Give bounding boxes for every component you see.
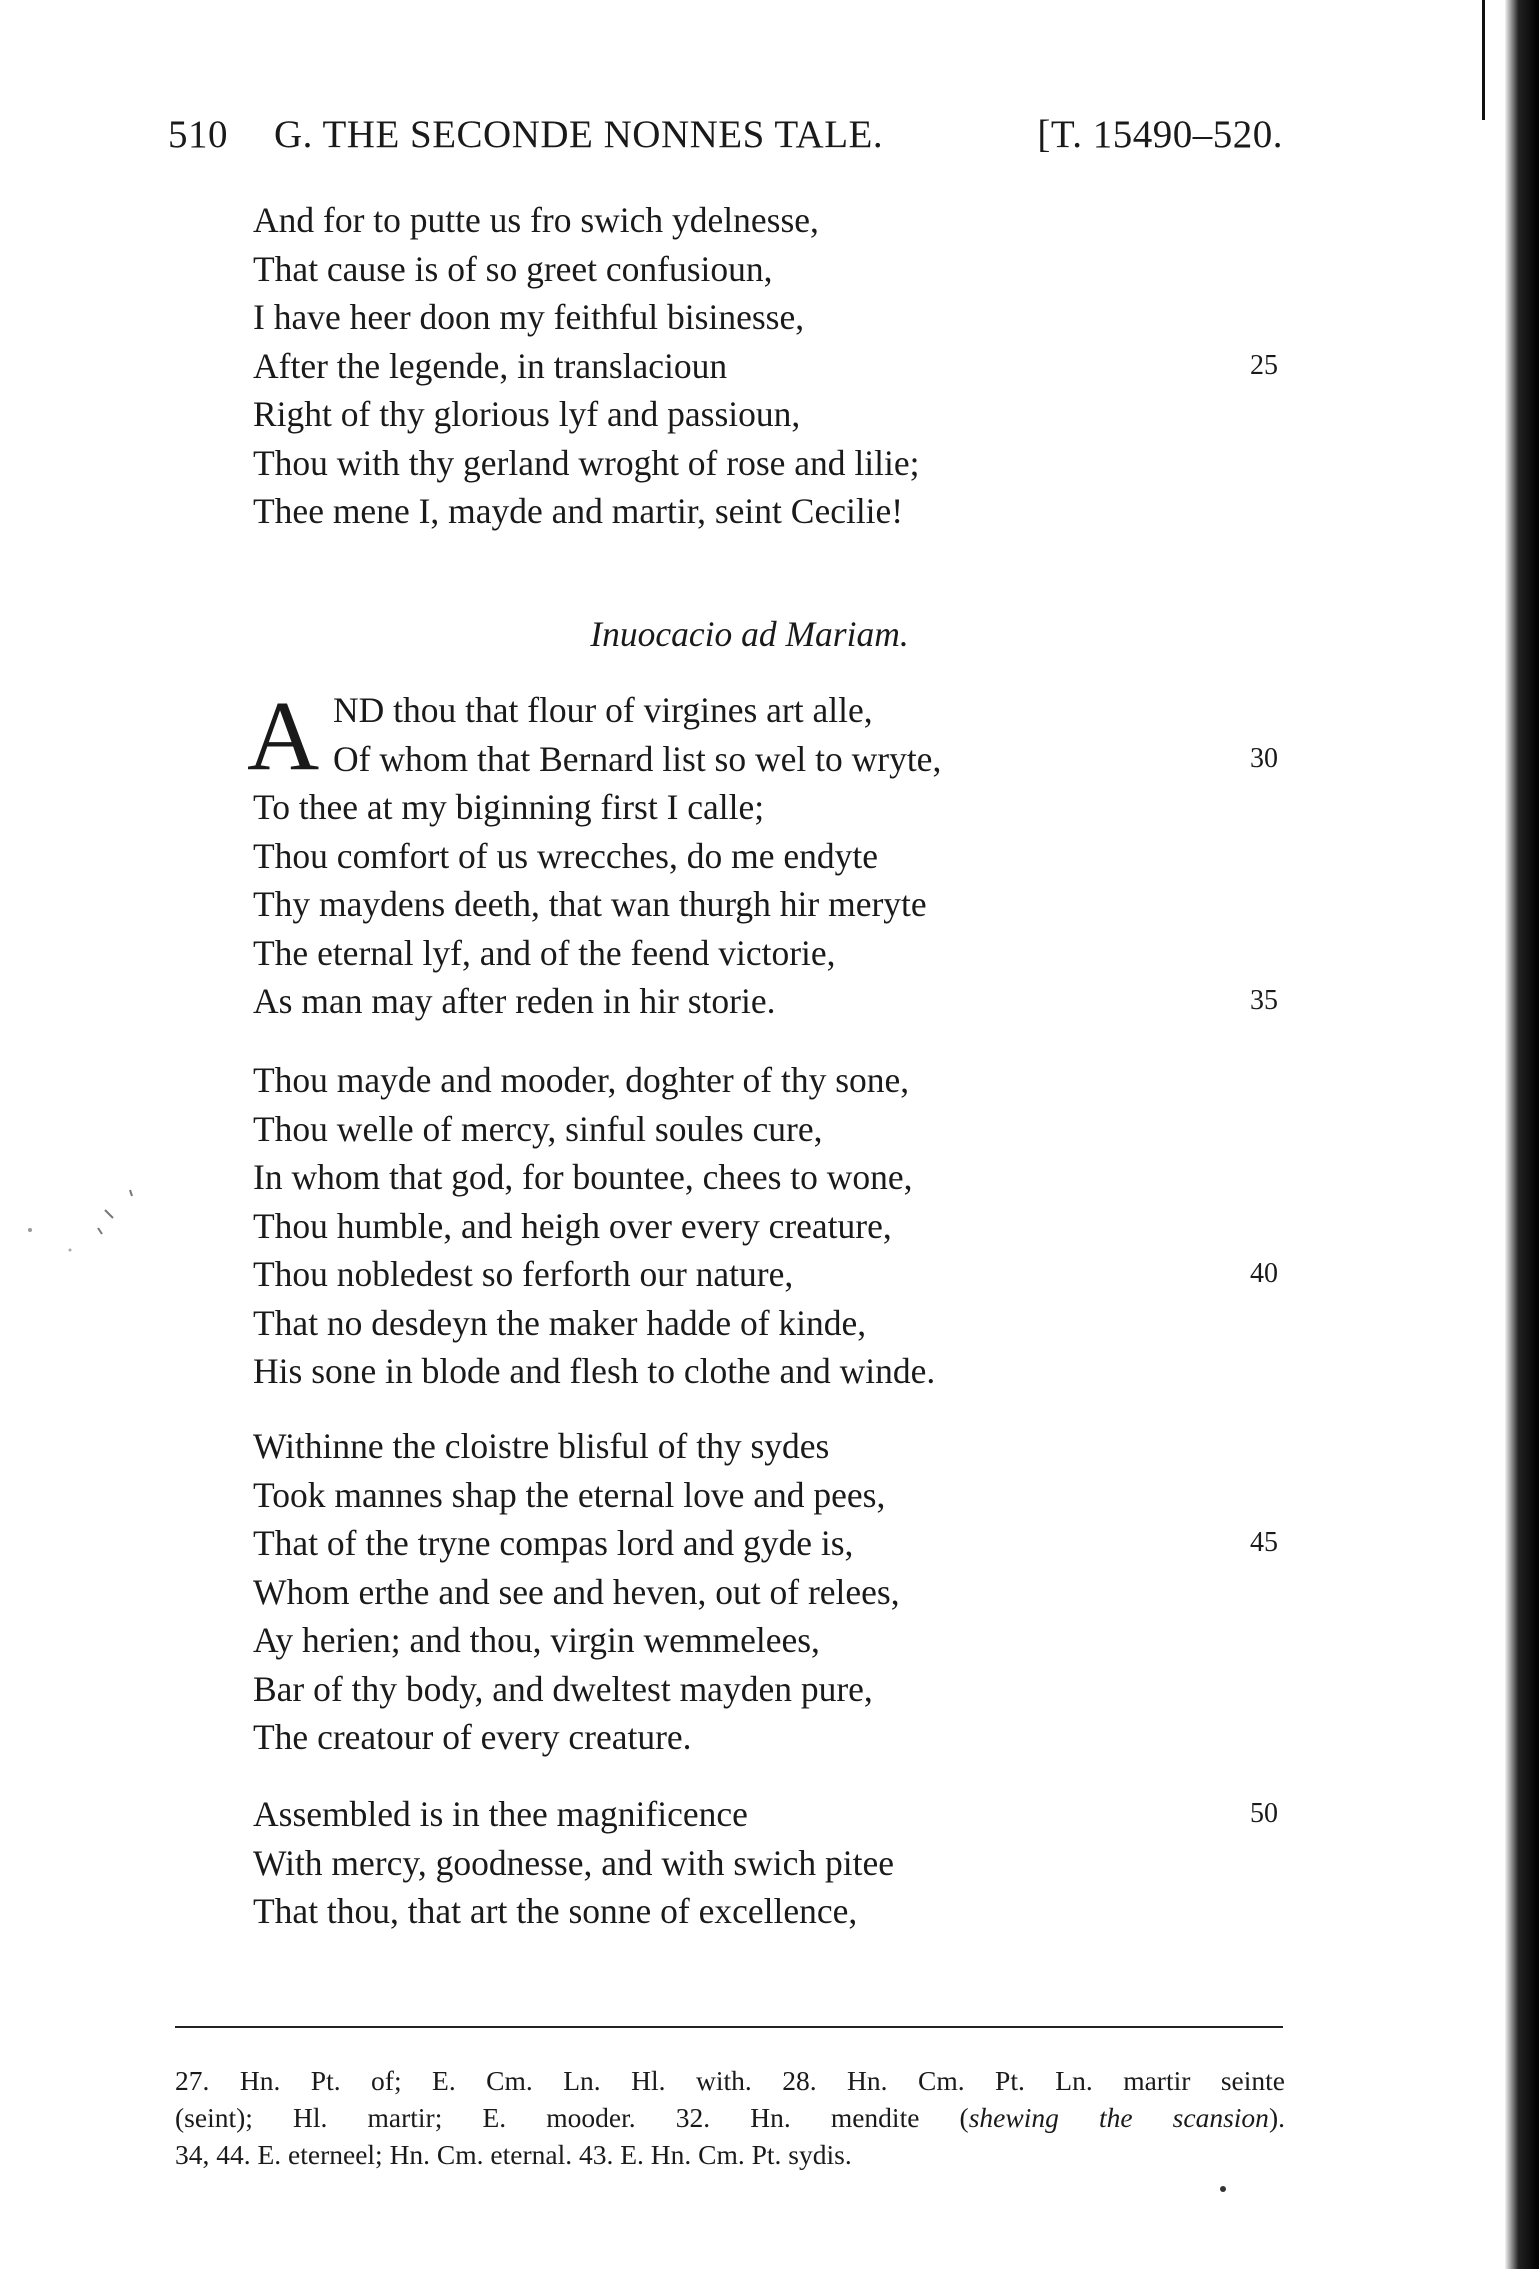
- verse-line: [253, 1616, 1253, 1665]
- verse-line: [253, 390, 1253, 439]
- verse-text: I have heer doon my feithful bisinesse,: [253, 297, 805, 337]
- page-edge-line: [1482, 0, 1485, 120]
- verse-line: [253, 1105, 1253, 1154]
- stanza-2: [247, 680, 1278, 1026]
- verse-line: [253, 196, 1253, 245]
- verse-text: With mercy, goodnesse, and with swich pitee: [253, 1842, 895, 1883]
- verse-line: [253, 1153, 1253, 1202]
- stanza-1: [253, 196, 1278, 536]
- verse-line: [253, 735, 1278, 784]
- verse-text: Thou humble, and heigh over every creature,: [253, 1205, 892, 1246]
- margin-specks: [10, 1170, 140, 1270]
- verse-line: [253, 487, 1253, 536]
- footnotes: [175, 2062, 1285, 2173]
- running-header: [168, 112, 1283, 172]
- footnote-line: 34, 44. E. eterneel; Hn. Cm. eternal. 43. E. Hn. Cm. Pt. sydis.: [175, 2139, 852, 2170]
- verse-line: [253, 929, 1253, 978]
- verse-line: [253, 1790, 1278, 1839]
- stanza-5: [253, 1790, 1278, 1936]
- verse-line: [253, 342, 1278, 391]
- verse-text: And for to putte us fro swich ydelnesse,: [253, 200, 819, 240]
- verse-line: [253, 832, 1253, 881]
- line-number: 35: [1250, 985, 1278, 1016]
- verse-text: As man may after reden in hir storie.: [253, 981, 776, 1021]
- footnote-line: (seint); Hl. martir; E. mooder. 32. Hn. mendite (shewing the scansion).: [175, 2102, 1285, 2133]
- page-number: 510: [168, 113, 228, 156]
- line-number: 25: [1250, 349, 1278, 381]
- verse-text: In whom that god, for bountee, chees to wone,: [253, 1157, 913, 1197]
- verse-line: [253, 1568, 1253, 1617]
- verse-text: Whom erthe and see and heven, out of relees,: [253, 1571, 900, 1612]
- verse-text: Right of thy glorious lyf and passioun,: [253, 394, 801, 434]
- drop-cap: A: [247, 680, 320, 791]
- verse-line: [253, 439, 1253, 488]
- verse-text: The eternal lyf, and of the feend victorie,: [253, 932, 836, 973]
- stanza-4: [253, 1422, 1278, 1762]
- verse-text: That of the tryne compas lord and gyde is,: [253, 1523, 854, 1563]
- verse-text: Assembled is in thee magnificence: [253, 1794, 748, 1834]
- ink-speck: [1220, 2186, 1226, 2192]
- verse-text: Thee mene I, mayde and martir, seint Cecilie!: [253, 491, 904, 531]
- verse-text: His sone in blode and flesh to clothe and winde.: [253, 1351, 936, 1391]
- verse-text: That cause is of so greet confusioun,: [253, 248, 773, 289]
- verse-text: Thou with thy gerland wroght of rose and lilie;: [253, 442, 920, 483]
- footnote-line: 27. Hn. Pt. of; E. Cm. Ln. Hl. with. 28. Hn. Cm. Pt. Ln. martir seinte: [175, 2065, 1285, 2096]
- verse-text: Thou nobledest so ferforth our nature,: [253, 1254, 794, 1294]
- page-edge-shadow: [1505, 0, 1539, 2269]
- verse-text: Thou comfort of us wrecches, do me endyte: [253, 835, 878, 876]
- verse-text: To thee at my biginning first I calle;: [253, 787, 765, 827]
- verse-text: Thou welle of mercy, sinful soules cure,: [253, 1108, 823, 1149]
- verse-line: [253, 245, 1253, 294]
- footnote-rule: [175, 2026, 1283, 2028]
- verse-line: [253, 880, 1253, 929]
- verse-text: Ay herien; and thou, virgin wemmelees,: [253, 1620, 820, 1660]
- line-number: 40: [1250, 1258, 1278, 1289]
- verse-text: After the legende, in translacioun: [253, 345, 728, 386]
- verse-line: [253, 1299, 1253, 1348]
- verse-line: [253, 1250, 1278, 1299]
- verse-text: Thy maydens deeth, that wan thurgh hir meryte: [253, 884, 927, 924]
- verse-line: [253, 1887, 1253, 1936]
- verse-line: [253, 1519, 1278, 1568]
- line-range: [T. 15490–520.: [1037, 113, 1283, 156]
- verse-line: [253, 686, 1253, 735]
- verse-text: Bar of thy body, and dweltest mayden pure,: [253, 1668, 873, 1709]
- verse-line: [253, 1839, 1253, 1888]
- line-number: 45: [1250, 1527, 1278, 1558]
- verse-line: [253, 1347, 1253, 1396]
- verse-line: [253, 1471, 1253, 1520]
- section-heading: Inuocacio ad Mariam.: [590, 614, 909, 654]
- verse-line: [253, 1713, 1253, 1762]
- verse-line: [253, 977, 1278, 1026]
- verse-line: [253, 1422, 1253, 1471]
- verse-line: [253, 1665, 1253, 1714]
- running-title: G. THE SECONDE NONNES TALE.: [274, 113, 884, 156]
- line-number: 50: [1250, 1798, 1278, 1829]
- verse-text: Took mannes shap the eternal love and pees,: [253, 1474, 886, 1515]
- stanza-3: [253, 1056, 1278, 1396]
- verse-text: ND thou that flour of virgines art alle,: [333, 690, 873, 730]
- verse-text: That thou, that art the sonne of excellence,: [253, 1891, 858, 1931]
- verse-line: [253, 293, 1253, 342]
- verse-line: [253, 783, 1253, 832]
- verse-text: The creatour of every creature.: [253, 1717, 692, 1757]
- verse-text: Withinne the cloistre blisful of thy sydes: [253, 1426, 830, 1466]
- verse-text: Thou mayde and mooder, doghter of thy sone,: [253, 1060, 910, 1100]
- verse-text: That no desdeyn the maker hadde of kinde,: [253, 1302, 867, 1343]
- verse-line: [253, 1056, 1253, 1105]
- line-number: 30: [1250, 742, 1278, 774]
- verse-text: Of whom that Bernard list so wel to wryte,: [333, 738, 942, 779]
- verse-line: [253, 1202, 1253, 1251]
